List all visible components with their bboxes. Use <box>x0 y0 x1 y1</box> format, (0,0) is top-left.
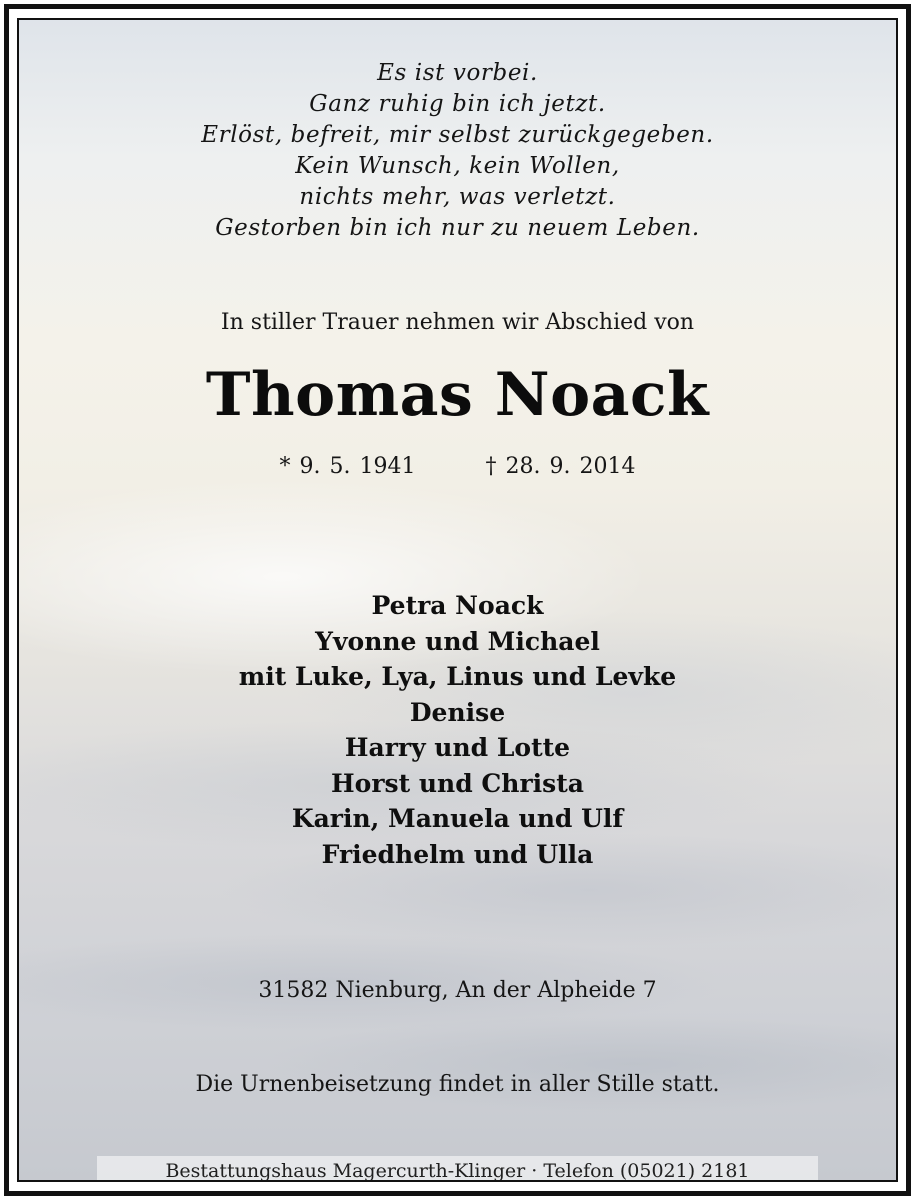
mourner-entry: Karin, Manuela und Ulf <box>291 804 624 833</box>
mourner-entry: Yvonne und Michael <box>315 626 600 656</box>
mourner-entry: mit Luke, Lya, Linus und Levke <box>238 662 677 691</box>
intro-text: In stiller Trauer nehmen wir Abschied von <box>220 310 695 335</box>
notice-content <box>19 20 896 1180</box>
mourners-list <box>19 588 896 872</box>
inner-border <box>17 18 898 1182</box>
birth-date: * 9. 5. 1941 <box>279 454 416 479</box>
mourner-entry: Petra Noack <box>371 591 544 620</box>
poem <box>19 58 896 244</box>
mourner-entry: Horst und Christa <box>331 768 584 798</box>
mourner-entry: Harry und Lotte <box>344 733 571 762</box>
mourner-entry: Friedhelm und Ulla <box>321 839 594 869</box>
poem-line: Erlöst, befreit, mir selbst zurückgegeben. <box>201 122 714 148</box>
urn-notice: Die Urnenbeisetzung findet in aller Stille statt. <box>195 1072 720 1097</box>
mourner-entry: Denise <box>409 697 506 727</box>
poem-line: Es ist vorbei. <box>377 60 538 86</box>
poem-line: Gestorben bin ich nur zu neuem Leben. <box>215 215 700 241</box>
deceased-name: Thomas Noack <box>205 360 710 430</box>
poem-line: Ganz ruhig bin ich jetzt. <box>309 91 606 117</box>
life-dates <box>19 454 896 479</box>
poem-line: Kein Wunsch, kein Wollen, <box>295 153 620 179</box>
funeral-home-footer: Bestattungshaus Magercurth-Klinger · Telefon (05021) 2181 <box>97 1156 818 1182</box>
poem-line: nichts mehr, was verletzt. <box>299 184 616 210</box>
death-date: † 28. 9. 2014 <box>485 454 636 479</box>
address: 31582 Nienburg, An der Alpheide 7 <box>258 978 657 1003</box>
